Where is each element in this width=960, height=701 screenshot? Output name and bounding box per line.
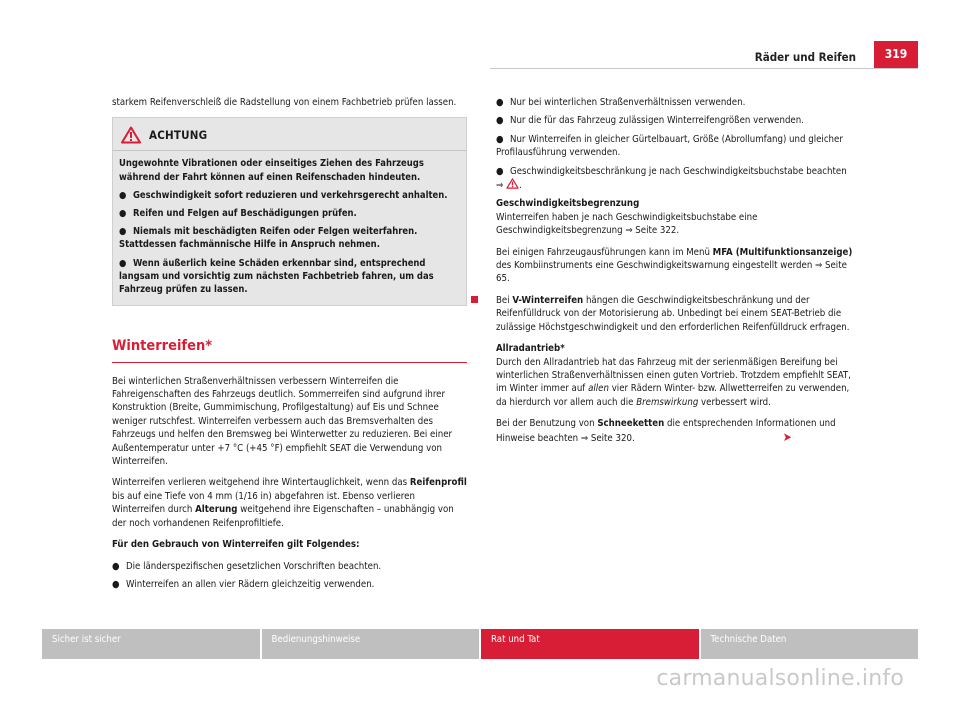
- page-number: 319: [874, 41, 918, 68]
- awd-title: Allradantrieb*: [496, 343, 565, 355]
- section-title: Räder und Reifen: [754, 49, 856, 64]
- footer-nav: [42, 629, 918, 659]
- rule-item: ● Geschwindigkeitsbeschränkung je nach Geschwindigkeitsbuchstabe beachten ⇒ .: [496, 165, 847, 192]
- warning-item: ● Wenn äußerlich keine Schäden erkennbar sind, entsprechend langsam und vorsichtig zum nächsten Fachbetrieb fahren, um das Fahrzeug prüfen zu lassen.: [119, 257, 434, 296]
- continue-arrow-icon: ➤: [782, 429, 792, 444]
- warning-lead: Ungewohnte Vibrationen oder einseitiges Ziehen des Fahrzeugs während der Fahrt können auf einen Reifenschaden hindeuten.: [119, 158, 424, 183]
- rule-item: ● Nur die für das Fahrzeug zulässigen Winterreifengrößen verwenden.: [496, 115, 804, 127]
- awd-paragraph: Durch den Allradantrieb hat das Fahrzeug mit der serienmäßigen Bereifung bei winterlichen Straßenverhältnissen einen guten Vortrieb. Trotzdem empfiehlt SEAT, im Winter immer auf allen vier Rädern Winter- bzw. Allwetterreifen zu verwenden, da hierdurch vor allem auch die Bremswirkung verbessert wird.: [496, 356, 851, 408]
- section-end-marker: [471, 296, 478, 303]
- warning-box: [112, 117, 467, 306]
- warning-title: ACHTUNG: [149, 127, 208, 142]
- rule-item: ● Die länderspezifischen gesetzlichen Vorschriften beachten.: [112, 560, 382, 572]
- footer-tab-rat-und-tat[interactable]: Rat und Tat: [481, 629, 699, 659]
- header-divider: [490, 68, 918, 69]
- mfa-paragraph: Bei einigen Fahrzeugausführungen kann im Menü MFA (Multifunktionsanzeige) des Kombiinstruments eine Geschwindigkeitswarnung eingestellt werden ⇒ Seite 65.: [496, 246, 853, 285]
- warning-item: ● Geschwindigkeit sofort reduzieren und verkehrsgerecht anhalten.: [119, 189, 448, 201]
- rule-item: ● Nur Winterreifen in gleicher Gürtelbauart, Größe (Abrollumfang) und gleicher Profilausführung verwenden.: [496, 133, 843, 159]
- left-column: [112, 96, 467, 596]
- footer-tab-bedienung[interactable]: Bedienungshinweise: [262, 629, 480, 659]
- warning-body: [113, 151, 466, 305]
- snow-chains-paragraph: Bei der Benutzung von Schneeketten die entsprechenden Informationen und Hinweise beachten ⇒ Seite 320. ➤: [496, 418, 836, 444]
- warning-header: [113, 118, 466, 151]
- right-column: [496, 96, 856, 453]
- watermark: carmanualsonline.info: [656, 666, 904, 691]
- rules-title: Für den Gebrauch von Winterreifen gilt Folgendes:: [112, 539, 360, 551]
- v-tyres-paragraph: Bei V-Winterreifen hängen die Geschwindigkeitsbeschränkung und der Reifenfülldruck von der Motorisierung ab. Unbedingt bei einem SEAT-Betrieb die zulässige Höchstgeschwindigkeit und den erforderlichen Reifenfülldruck erfragen.: [496, 294, 850, 333]
- page-header: [755, 41, 918, 68]
- intro-paragraph: starkem Reifenverschleiß die Radstellung von einem Fachbetrieb prüfen lassen.: [112, 97, 457, 108]
- warning-triangle-icon: [506, 178, 519, 189]
- rule-item: ● Nur bei winterlichen Straßenverhältnissen verwenden.: [496, 97, 746, 108]
- section-heading: Winterreifen*: [112, 340, 467, 362]
- warning-item: ● Niemals mit beschädigten Reifen oder Felgen weiterfahren. Stattdessen fachmännische Hilfe in Anspruch nehmen.: [119, 226, 418, 251]
- tread-paragraph: Winterreifen verlieren weitgehend ihre Wintertauglichkeit, wenn das Reifenprofil bis auf eine Tiefe von 4 mm (1/16 in) abgefahren ist. Ebenso verlieren Winterreifen durch Alterung weitgehend ihre Eigenschaften – unabhängig von der noch vorhandenen Reifenprofiltiefe.: [112, 477, 467, 529]
- speed-limit-text: Winterreifen haben je nach Geschwindigkeitsbuchstabe eine Geschwindigkeitsbegrenzung ⇒ Seite 322.: [496, 211, 758, 237]
- footer-tab-sicher[interactable]: Sicher ist sicher: [42, 629, 260, 659]
- warning-triangle-icon: [121, 126, 141, 144]
- footer-tab-technische-daten[interactable]: Technische Daten: [701, 629, 919, 659]
- winter-tyres-paragraph: Bei winterlichen Straßenverhältnissen verbessern Winterreifen die Fahreigenschaften des Fahrzeugs deutlich. Sommerreifen sind aufgrund ihrer Konstruktion (Breite, Gummimischung, Profilgestaltung) auf Eis und Schnee weniger rutschfest. Winterreifen verbessern auch das Bremsverhalten des Fahrzeugs und helfen den Bremsweg bei Winterwetter zu reduzieren. Bei einer Außentemperatur unter +7 °C (+45 °F) empfiehlt SEAT die Verwendung von Winterreifen.: [112, 375, 453, 468]
- warning-item: ● Reifen und Felgen auf Beschädigungen prüfen.: [119, 208, 357, 220]
- speed-limit-title: Geschwindigkeitsbegrenzung: [496, 198, 640, 210]
- rule-item: ● Winterreifen an allen vier Rädern gleichzeitig verwenden.: [112, 578, 375, 590]
